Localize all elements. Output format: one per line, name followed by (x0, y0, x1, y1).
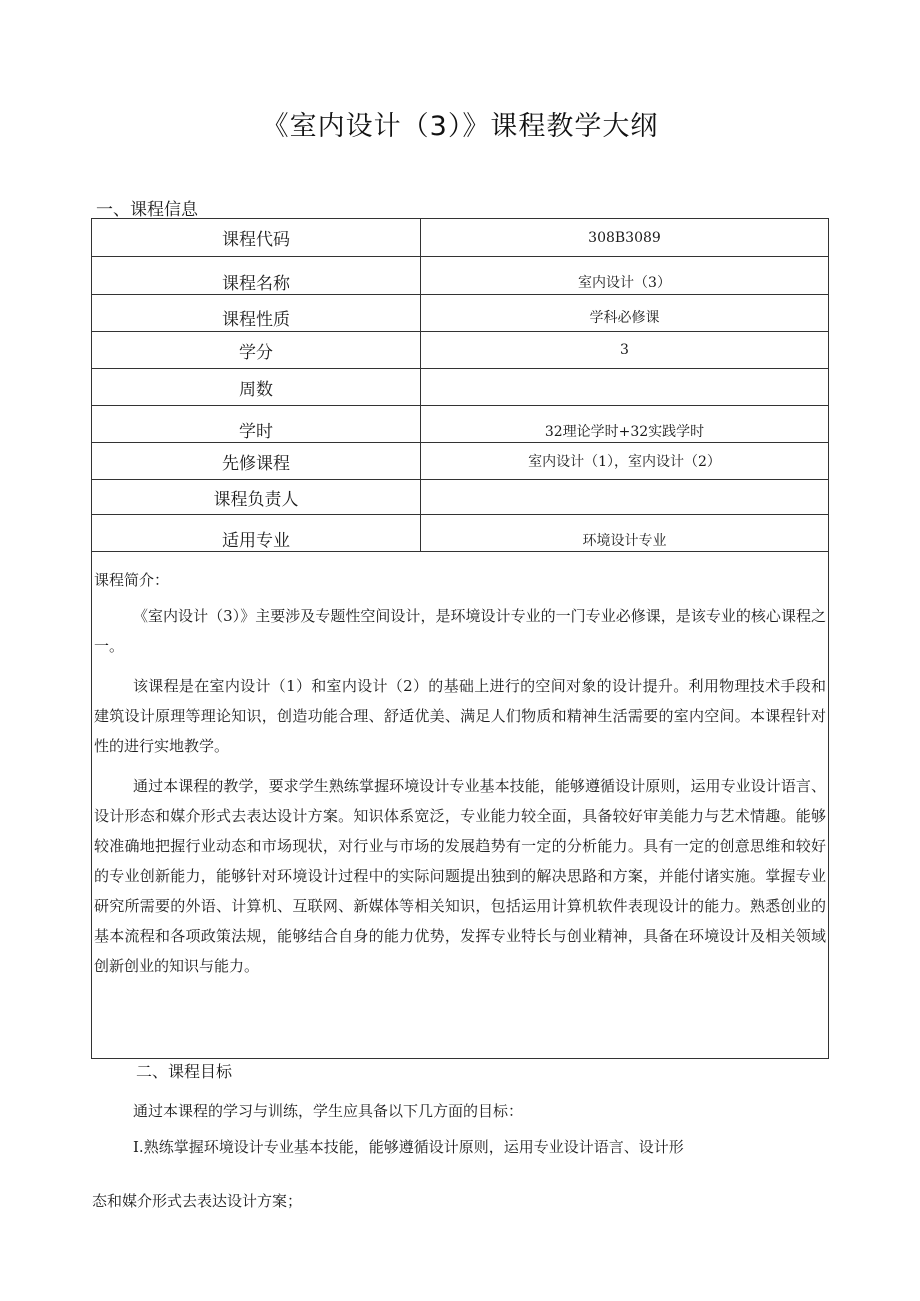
table-row (92, 295, 829, 332)
table-row (92, 515, 829, 552)
row-value: 室内设计（3） (421, 257, 829, 295)
row-label: 课程代码 (92, 219, 421, 257)
row-label: 先修课程 (92, 443, 421, 480)
course-info-table (91, 218, 829, 552)
row-value: 环境设计专业 (421, 515, 829, 552)
document-title: 《室内设计（3）》课程教学大纲 (261, 111, 659, 142)
row-value: 学科必修课 (421, 295, 829, 332)
row-value: 室内设计（1），室内设计（2） (421, 443, 829, 480)
table-row (92, 257, 829, 295)
intro-heading: 课程简介： (94, 571, 170, 589)
table-row (92, 369, 829, 406)
row-value: 3 (421, 332, 829, 369)
row-label: 课程性质 (92, 295, 421, 332)
intro-paragraph: 该课程是在室内设计（1）和室内设计（2）的基础上进行的空间对象的设计提升。利用物理技术手段和建筑设计原理等理论知识，创造功能合理、舒适优美、满足人们物质和精神生活需要的室内空间。本课程针对性的进行实地教学。 (94, 677, 826, 755)
table-row (92, 332, 829, 369)
table-row (92, 406, 829, 443)
intro-paragraph: 《室内设计（3）》主要涉及专题性空间设计，是环境设计专业的一门专业必修课，是该专业的核心课程之一。 (94, 607, 826, 655)
row-value (421, 369, 829, 406)
row-label: 周数 (92, 369, 421, 406)
row-label: 课程负责人 (92, 480, 421, 515)
section-heading-course-info: 一、课程信息 (96, 200, 198, 220)
row-label: 学分 (92, 332, 421, 369)
row-value (421, 480, 829, 515)
row-label: 课程名称 (92, 257, 421, 295)
section-heading-course-goals: 二、课程目标 (136, 1062, 233, 1081)
row-label: 学时 (92, 406, 421, 443)
goals-intro-text: 通过本课程的学习与训练，学生应具备以下几方面的目标： (133, 1102, 524, 1120)
course-intro-cell (91, 551, 829, 1059)
row-label: 适用专业 (92, 515, 421, 552)
table-row (92, 443, 829, 480)
goal-item-1-continued: 态和媒介形式去表达设计方案； (92, 1192, 303, 1210)
goal-item-1: I.熟练掌握环境设计专业基本技能，能够遵循设计原则，运用专业设计语言、设计形 (133, 1138, 684, 1156)
intro-paragraph: 通过本课程的教学，要求学生熟练掌握环境设计专业基本技能，能够遵循设计原则，运用专业设计语言、设计形态和媒介形式去表达设计方案。知识体系宽泛，专业能力较全面，具备较好审美能力与艺术情趣。能够较准确地把握行业动态和市场现状，对行业与市场的发展趋势有一定的分析能力。具有一定的创意思维和较好的专业创新能力，能够针对环境设计过程中的实际问题提出独到的解决思路和方案，并能付诸实施。掌握专业研究所需要的外语、计算机、互联网、新媒体等相关知识，包括运用计算机软件表现设计的能力。熟悉创业的基本流程和各项政策法规，能够结合自身的能力优势，发挥专业特长与创业精神，具备在环境设计及相关领域创新创业的知识与能力。 (94, 777, 826, 975)
table-row (92, 219, 829, 257)
row-value: 32理论学时+32实践学时 (421, 406, 829, 443)
row-value: 308B3089 (421, 219, 829, 257)
table-row (92, 480, 829, 515)
